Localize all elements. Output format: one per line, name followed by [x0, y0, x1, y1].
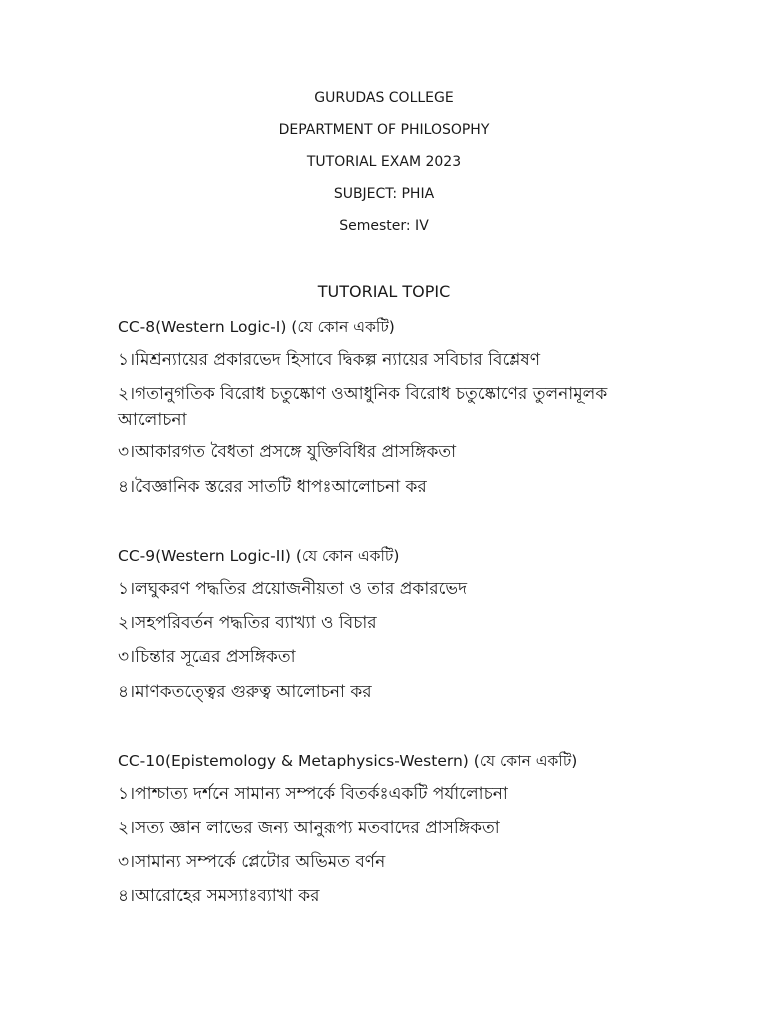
list-item: ৪।বৈজ্ঞানিক স্তরের সাতটি ধাপঃআলোচনা কর — [118, 477, 427, 497]
college-name: GURUDAS COLLEGE — [314, 90, 454, 106]
section-title-cc8: CC-8(Western Logic-I) (যে কোন একটি) — [118, 318, 395, 336]
section-title-cc10: CC-10(Epistemology & Metaphysics-Western) (যে কোন একটি) — [118, 752, 578, 770]
list-item: ১।লঘুকরণ পদ্ধতির প্রয়োজনীয়তা ও তার প্রকারভেদ — [118, 579, 468, 599]
list-item: ১।মিশ্রন্যায়ের প্রকারভেদ হিসাবে দ্বিকল্প ন্যায়ের সবিচার বিশ্লেষণ — [118, 350, 541, 370]
tutorial-topic-heading: TUTORIAL TOPIC — [317, 282, 451, 301]
list-item: ৪।মাণকতত্ত্বের গুরুত্ব আলোচনা কর — [118, 682, 372, 702]
list-item: ৩।সামান্য সম্পর্কে প্লেটোর অভিমত বর্ণন — [118, 852, 386, 872]
subject-line: SUBJECT: PHIA — [333, 186, 435, 202]
exam-title: TUTORIAL EXAM 2023 — [306, 154, 462, 170]
semester-line: Semester: IV — [339, 218, 429, 234]
section-title-cc9: CC-9(Western Logic-II) (যে কোন একটি) — [118, 547, 400, 565]
department-name: DEPARTMENT OF PHILOSOPHY — [278, 122, 490, 138]
list-item: ১।পাশ্চাত্য দর্শনে সামান্য সম্পর্কে বিতর্কঃএকটি পর্যালোচনা — [118, 784, 508, 804]
list-item: ২।সহপরিবর্তন পদ্ধতির ব্যাখ্যা ও বিচার — [118, 613, 377, 633]
list-item: ৩।আকারগত বৈধতা প্রসঙ্গে যুক্তিবিধির প্রাসঙ্গিকতা — [118, 442, 457, 462]
list-item: ২।সত্য জ্ঞান লাভের জন্য আনুরূপ্য মতবাদের প্রাসঙ্গিকতা — [118, 818, 500, 838]
list-item: ২।গতানুগতিক বিরোধ চতুষ্কোণ ওআধুনিক বিরোধ চতুষ্কোণের তুলনামূলক আলোচনা — [118, 384, 608, 430]
list-item: ৩।চিন্তার সূত্রের প্রসঙ্গিকতা — [118, 647, 296, 667]
list-item: ৪।আরোহের সমস্যাঃব্যাখা কর — [118, 886, 320, 906]
